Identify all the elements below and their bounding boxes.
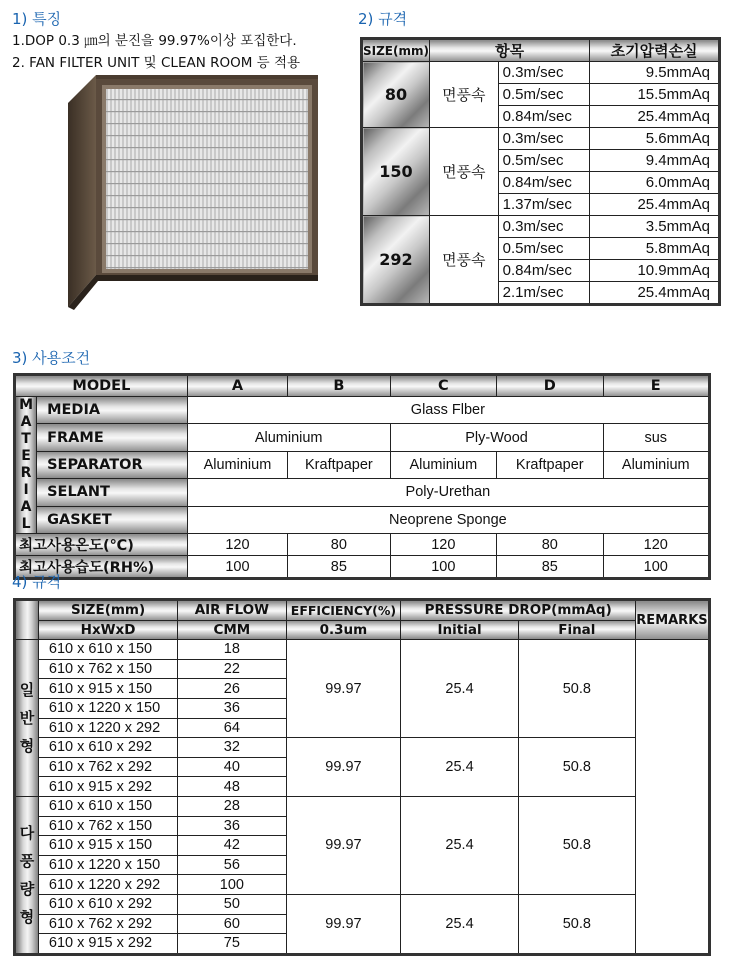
max-humid-value: 100: [187, 556, 287, 579]
table-row: [15, 506, 710, 533]
airflow-cell: 48: [178, 777, 286, 797]
header-item: 항목: [429, 39, 589, 62]
pressure-cell: 6.0mmAq: [590, 172, 720, 194]
speed-cell: 0.5m/sec: [498, 150, 590, 172]
table-header-row: [362, 39, 720, 62]
separator-value: Aluminium: [603, 451, 710, 478]
table-row: [15, 894, 710, 914]
table-header-row: [15, 375, 710, 397]
filter-spec-body: [15, 640, 710, 955]
size-cell: 610 x 610 x 150: [38, 640, 177, 660]
airflow-cell: 32: [178, 738, 286, 758]
gasket-value: Neoprene Sponge: [187, 506, 709, 533]
speed-cell: 0.3m/sec: [498, 216, 590, 238]
pressure-cell: 3.5mmAq: [590, 216, 720, 238]
pressure-cell: 25.4mmAq: [590, 282, 720, 305]
size-cell: 292: [362, 216, 430, 305]
remarks-cell: [635, 640, 709, 955]
size-cell: 610 x 610 x 292: [38, 894, 177, 914]
table-row: [15, 796, 710, 816]
model-c: C: [390, 375, 496, 397]
pressure-cell: 5.8mmAq: [590, 238, 720, 260]
header-size-sub: HxWxD: [38, 620, 177, 640]
conditions-table: [13, 373, 711, 580]
airflow-cell: 36: [178, 816, 286, 836]
feature-line-1: 1.DOP 0.3 ㎛의 분진을 99.97%이상 포집한다.: [12, 33, 297, 49]
airflow-cell: 26: [178, 679, 286, 699]
speed-cell: 0.5m/sec: [498, 238, 590, 260]
airflow-cell: 40: [178, 757, 286, 777]
max-temp-label: 최고사용온도(℃): [15, 534, 188, 556]
airflow-cell: 42: [178, 836, 286, 856]
efficiency-cell: 99.97: [286, 738, 401, 797]
initial-pd-cell: 25.4: [401, 640, 518, 738]
conditions-title: 3) 사용조건: [12, 349, 91, 367]
pressure-cell: 5.6mmAq: [590, 128, 720, 150]
size-cell: 610 x 915 x 150: [38, 679, 177, 699]
hepa-filter-image: [68, 75, 318, 310]
size-cell: 610 x 610 x 150: [38, 796, 177, 816]
table-row: [15, 534, 710, 556]
table-header-row: [15, 600, 710, 621]
table-row: [15, 640, 710, 660]
model-label: MODEL: [15, 375, 188, 397]
selant-value: Poly-Urethan: [187, 479, 709, 506]
selant-label: SELANT: [37, 479, 188, 506]
size-cell: 610 x 915 x 292: [38, 934, 177, 955]
table-row: [15, 424, 710, 451]
type-general-label: 일 반 형: [15, 640, 39, 797]
header-efficiency: EFFICIENCY(%): [286, 600, 401, 621]
header-remarks: REMARKS: [635, 600, 709, 640]
size-cell: 80: [362, 62, 430, 128]
speed-cell: 0.84m/sec: [498, 260, 590, 282]
final-pd-cell: 50.8: [518, 738, 635, 797]
separator-label: SEPARATOR: [37, 451, 188, 478]
table-row: [15, 479, 710, 506]
model-b: B: [288, 375, 390, 397]
pressure-cell: 9.4mmAq: [590, 150, 720, 172]
final-pd-cell: 50.8: [518, 640, 635, 738]
model-e: E: [603, 375, 710, 397]
filter-spec-table: [13, 598, 711, 956]
final-pd-cell: 50.8: [518, 796, 635, 894]
face-speed-label: 면풍속: [429, 128, 498, 216]
max-humid-value: 85: [497, 556, 603, 579]
max-humid-value: 85: [288, 556, 390, 579]
airflow-cell: 50: [178, 894, 286, 914]
header-airflow-sub: CMM: [178, 620, 286, 640]
table-row: [362, 62, 720, 84]
table-row: [15, 397, 710, 424]
max-temp-value: 80: [288, 534, 390, 556]
speed-cell: 0.3m/sec: [498, 62, 590, 84]
speed-cell: 0.5m/sec: [498, 84, 590, 106]
speed-cell: 0.84m/sec: [498, 106, 590, 128]
airflow-cell: 36: [178, 698, 286, 718]
header-initial: Initial: [401, 620, 518, 640]
frame-label: FRAME: [37, 424, 188, 451]
speed-cell: 2.1m/sec: [498, 282, 590, 305]
size-cell: 610 x 762 x 292: [38, 757, 177, 777]
airflow-cell: 60: [178, 914, 286, 934]
size-cell: 610 x 1220 x 150: [38, 855, 177, 875]
features-title: 1) 특징: [12, 10, 62, 28]
frame-value: Aluminium: [187, 424, 390, 451]
table-row: [15, 738, 710, 758]
pressure-cell: 9.5mmAq: [590, 62, 720, 84]
pressure-cell: 25.4mmAq: [590, 194, 720, 216]
max-temp-value: 120: [390, 534, 496, 556]
pressure-cell: 15.5mmAq: [590, 84, 720, 106]
table-row: [15, 451, 710, 478]
size-cell: 610 x 1220 x 292: [38, 718, 177, 738]
max-temp-value: 80: [497, 534, 603, 556]
media-label: MEDIA: [37, 397, 188, 424]
initial-pd-cell: 25.4: [401, 738, 518, 797]
table-row: [15, 556, 710, 579]
table-row: [362, 216, 720, 238]
spec1-title: 2) 규격: [358, 10, 408, 28]
efficiency-cell: 99.97: [286, 894, 401, 954]
size-cell: 610 x 1220 x 292: [38, 875, 177, 895]
face-speed-label: 면풍속: [429, 216, 498, 305]
separator-value: Aluminium: [187, 451, 287, 478]
pressure-cell: 10.9mmAq: [590, 260, 720, 282]
speed-cell: 0.84m/sec: [498, 172, 590, 194]
size-cell: 610 x 915 x 150: [38, 836, 177, 856]
size-pressure-table: [360, 37, 721, 306]
max-temp-value: 120: [187, 534, 287, 556]
airflow-cell: 100: [178, 875, 286, 895]
airflow-cell: 56: [178, 855, 286, 875]
airflow-cell: 75: [178, 934, 286, 955]
header-airflow: AIR FLOW: [178, 600, 286, 621]
speed-cell: 0.3m/sec: [498, 128, 590, 150]
feature-line-2: 2. FAN FILTER UNIT 및 CLEAN ROOM 등 적용: [12, 55, 301, 71]
efficiency-cell: 99.97: [286, 640, 401, 738]
initial-pd-cell: 25.4: [401, 796, 518, 894]
speed-cell: 1.37m/sec: [498, 194, 590, 216]
separator-value: Aluminium: [390, 451, 496, 478]
header-loss: 초기압력손실: [590, 39, 720, 62]
header-size: SIZE(mm): [362, 39, 430, 62]
media-value: Glass Flber: [187, 397, 709, 424]
airflow-cell: 64: [178, 718, 286, 738]
table-header-row: [15, 620, 710, 640]
max-temp-value: 120: [603, 534, 710, 556]
table-row: [362, 128, 720, 150]
separator-value: Kraftpaper: [497, 451, 603, 478]
header-efficiency-sub: 0.3um: [286, 620, 401, 640]
header-final: Final: [518, 620, 635, 640]
model-a: A: [187, 375, 287, 397]
header-corner: [15, 600, 39, 640]
efficiency-cell: 99.97: [286, 796, 401, 894]
model-d: D: [497, 375, 603, 397]
initial-pd-cell: 25.4: [401, 894, 518, 954]
frame-value: Ply-Wood: [390, 424, 603, 451]
size-cell: 610 x 762 x 150: [38, 816, 177, 836]
size-cell: 610 x 762 x 292: [38, 914, 177, 934]
size-cell: 610 x 762 x 150: [38, 659, 177, 679]
size-cell: 150: [362, 128, 430, 216]
size-cell: 610 x 1220 x 150: [38, 698, 177, 718]
face-speed-label: 면풍속: [429, 62, 498, 128]
max-humid-label: 최고사용습도(RH%): [15, 556, 188, 579]
header-size: SIZE(mm): [38, 600, 177, 621]
gasket-label: GASKET: [37, 506, 188, 533]
type-high-label: 다 풍 량 형: [15, 796, 39, 954]
size-cell: 610 x 610 x 292: [38, 738, 177, 758]
spec2-title: 4) 규격: [12, 573, 62, 591]
final-pd-cell: 50.8: [518, 894, 635, 954]
material-label: M A T E R I A L: [15, 397, 37, 534]
separator-value: Kraftpaper: [288, 451, 390, 478]
airflow-cell: 28: [178, 796, 286, 816]
airflow-cell: 18: [178, 640, 286, 660]
header-pressure-drop: PRESSURE DROP(mmAq): [401, 600, 636, 621]
pressure-cell: 25.4mmAq: [590, 106, 720, 128]
airflow-cell: 22: [178, 659, 286, 679]
max-humid-value: 100: [603, 556, 710, 579]
frame-value: sus: [603, 424, 710, 451]
size-cell: 610 x 915 x 292: [38, 777, 177, 797]
max-humid-value: 100: [390, 556, 496, 579]
